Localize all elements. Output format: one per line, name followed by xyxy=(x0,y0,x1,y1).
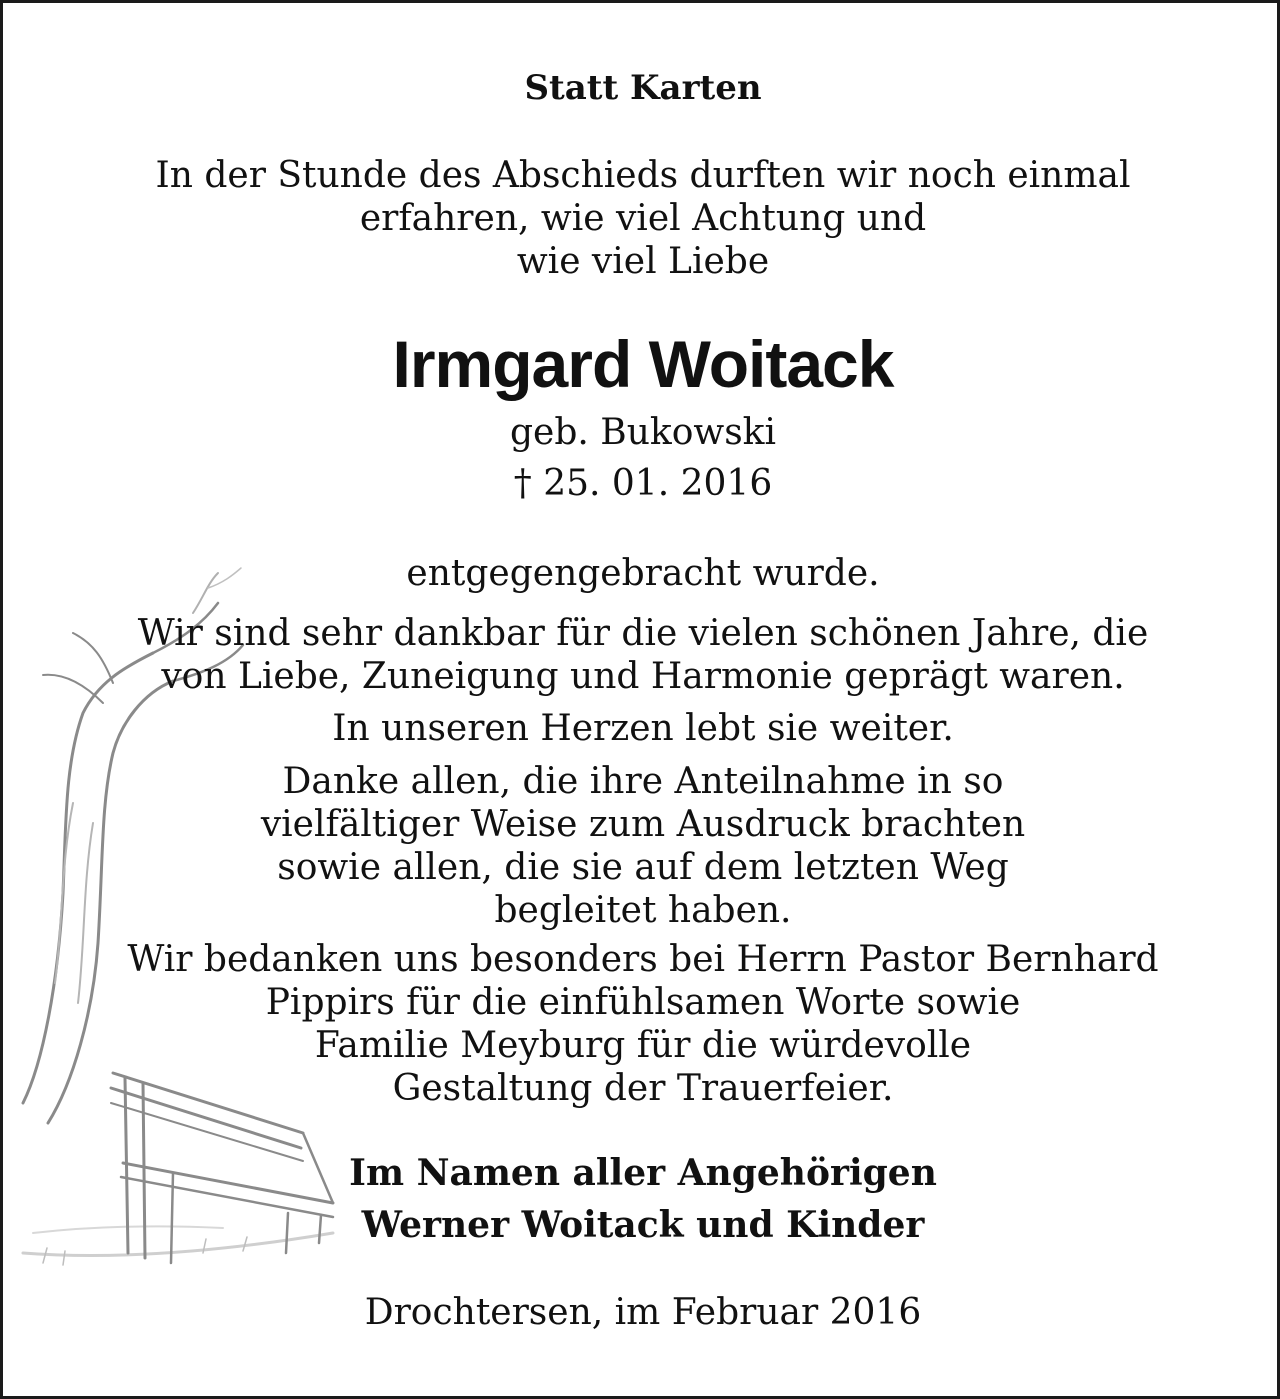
paragraph-2: In unseren Herzen lebt sie weiter. xyxy=(332,708,954,749)
continuation-text: entgegengebracht wurde. xyxy=(406,553,880,594)
signoff-line-2: Werner Woitack und Kinder xyxy=(361,1204,925,1246)
paragraph-3-line-4: begleitet haben. xyxy=(494,890,792,931)
paragraph-1-line-1: Wir sind sehr dankbar für die vielen schönen Jahre, die xyxy=(137,613,1149,654)
paragraph-4-line-4: Gestaltung der Trauerfeier. xyxy=(392,1068,894,1109)
signoff-line-1: Im Namen aller Angehörigen xyxy=(349,1152,937,1194)
intro-line-2: erfahren, wie viel Achtung und xyxy=(359,198,927,239)
paragraph-1-line-2: von Liebe, Zuneigung und Harmonie geprägt waren. xyxy=(161,656,1125,697)
place-and-date: Drochtersen, im Februar 2016 xyxy=(364,1292,922,1333)
death-date: † 25. 01. 2016 xyxy=(513,463,773,504)
paragraph-4-line-2: Pippirs für die einfühlsamen Worte sowie xyxy=(265,982,1021,1023)
notice-header: Statt Karten xyxy=(524,68,762,108)
intro-line-3: wie viel Liebe xyxy=(516,241,770,282)
deceased-name: Irmgard Woitack xyxy=(392,327,894,401)
paragraph-4-line-3: Familie Meyburg für die würdevolle xyxy=(314,1025,972,1066)
paragraph-3-line-3: sowie allen, die sie auf dem letzten Weg xyxy=(277,847,1009,888)
paragraph-3-line-1: Danke allen, die ihre Anteilnahme in so xyxy=(282,761,1004,802)
paragraph-3-line-2: vielfältiger Weise zum Ausdruck brachten xyxy=(260,804,1026,845)
paragraph-4-line-1: Wir bedanken uns besonders bei Herrn Pastor Bernhard xyxy=(127,939,1159,980)
maiden-name: geb. Bukowski xyxy=(509,412,777,453)
intro-line-1: In der Stunde des Abschieds durften wir noch einmal xyxy=(155,155,1131,196)
